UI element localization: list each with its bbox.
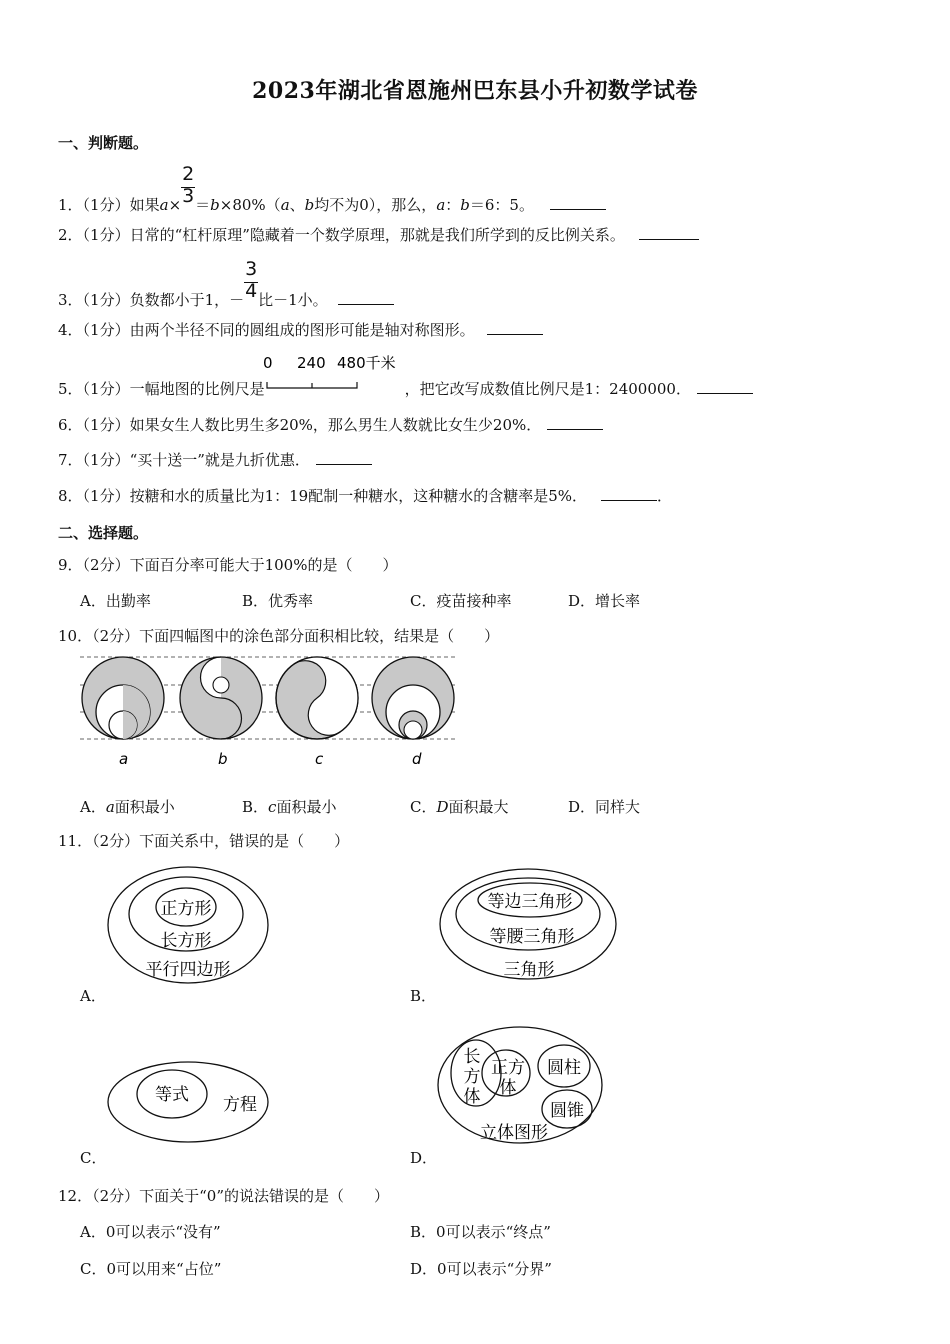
question-number: 4． (58, 321, 83, 339)
question-text: 如果女生人数比男生多20%，那么男生人数就比女生少20%． (129, 416, 542, 434)
option-a[interactable]: A．0可以表示“没有” (80, 1223, 221, 1241)
venn-diagram-d[interactable] (432, 1018, 612, 1150)
option-text: 面积最小 (276, 798, 337, 816)
section-heading-judgment: 一、判断题。 (58, 134, 149, 152)
figure-label-b: b (218, 750, 228, 768)
option-letter: C． (410, 798, 437, 816)
circle-figure-a (82, 657, 164, 739)
question-text: 均不为0），那么， (314, 196, 437, 214)
question-text: 负数都小于1，－ (129, 291, 245, 309)
venn-label-cone: 圆锥 (550, 1101, 584, 1121)
option-d[interactable]: D．同样大 (568, 798, 641, 816)
fraction-denominator: 3 (182, 185, 195, 207)
venn-label-inner: 等边三角形 (487, 892, 573, 912)
option-b[interactable]: B．优秀率 (242, 592, 314, 610)
question-score: （1分） (82, 196, 130, 214)
question-1 (58, 163, 606, 215)
fraction (244, 258, 258, 305)
circle-figure-c (276, 650, 374, 743)
circle-figure-d (372, 657, 454, 739)
fraction-denominator: 4 (245, 280, 258, 302)
question-3 (58, 258, 394, 310)
scale-label-0: 0 (262, 354, 273, 372)
question-number: 5． (58, 380, 83, 398)
question-text: 下面百分率可能大于100%的是（ ） (129, 556, 398, 574)
answer-blank[interactable] (550, 195, 606, 210)
question-10 (58, 626, 499, 646)
question-number: 2． (58, 226, 83, 244)
question-6 (58, 415, 603, 435)
option-letter: B． (242, 798, 269, 816)
variable-b: b (210, 196, 220, 214)
option-c[interactable] (410, 796, 509, 817)
question-text: ． (657, 487, 673, 505)
answer-blank[interactable] (338, 290, 394, 305)
venn-label-cuboid-3: 体 (463, 1087, 481, 1107)
question-text: 下面关系中，错误的是（ ） (139, 832, 350, 850)
page-title: 2023年湖北省恩施州巴东县小升初数学试卷 (252, 78, 698, 104)
variable-b: b (460, 196, 470, 214)
question-number: 6． (58, 416, 83, 434)
venn-label-inner: 正方形 (160, 899, 212, 919)
figure-label-a: a (119, 750, 129, 768)
venn-label-middle: 等腰三角形 (489, 927, 575, 947)
question-number: 8． (58, 487, 83, 505)
fraction-numerator: 3 (245, 258, 258, 280)
question-number: 7． (58, 451, 83, 469)
question-score: （2分） (92, 1187, 140, 1205)
question-text: 按糖和水的质量比为1：19配制一种糖水，这种糖水的含糖率是5%． (129, 487, 588, 505)
question-11 (58, 831, 349, 851)
question-score: （1分） (82, 487, 130, 505)
question-score: （1分） (82, 380, 130, 398)
scale-bar-graphic (262, 352, 417, 394)
venn-label-middle: 长方形 (160, 931, 212, 951)
answer-blank[interactable] (547, 415, 603, 430)
question-number: 1． (58, 196, 83, 214)
question-number: 12． (58, 1187, 93, 1205)
question-text: 如果 (129, 196, 160, 214)
question-text: “买十送一”就是九折优惠． (129, 451, 310, 469)
question-text: 比－1小。 (258, 291, 328, 309)
venn-label-outer: 立体图形 (480, 1123, 548, 1143)
venn-label-outer: 平行四边形 (145, 960, 231, 980)
option-b[interactable]: B．0可以表示“终点” (410, 1223, 551, 1241)
question-2 (58, 225, 699, 245)
shaded-circles-figure (70, 650, 470, 775)
option-a[interactable]: A．出勤率 (80, 592, 151, 610)
option-c[interactable]: C．疫苗接种率 (410, 592, 512, 610)
option-text: 面积最大 (448, 798, 509, 816)
question-text: 一幅地图的比例尺是 (129, 380, 265, 398)
answer-blank[interactable] (316, 450, 372, 465)
variable-b: b (304, 196, 315, 214)
question-9 (58, 555, 397, 575)
venn-label-outer: 方程 (223, 1095, 257, 1115)
scale-label-240: 240 (296, 354, 326, 372)
question-text: ，把它改写成数值比例尺是1：2400000． (404, 380, 691, 398)
option-a[interactable] (80, 796, 175, 817)
option-variable: D (436, 798, 449, 816)
question-score: （2分） (92, 832, 140, 850)
question-score: （1分） (82, 416, 130, 434)
question-score: （1分） (82, 321, 130, 339)
scale-bar (262, 354, 405, 394)
question-number: 9． (58, 556, 83, 574)
question-text: 下面四幅图中的涂色部分面积相比较，结果是（ ） (139, 627, 500, 645)
fraction-numerator: 2 (182, 163, 195, 185)
variable-a: a (436, 196, 446, 214)
variable-a: a (159, 196, 169, 214)
venn-label-cube-1: 正方 (491, 1058, 525, 1078)
question-score: （2分） (92, 627, 140, 645)
venn-diagram-c[interactable] (100, 1050, 280, 1150)
answer-blank[interactable] (639, 225, 699, 240)
option-c[interactable]: C．0可以用来“占位” (80, 1260, 222, 1278)
scale-label-480: 480千米 (336, 354, 396, 372)
option-variable: c (268, 798, 277, 816)
question-text: ×80%（ (219, 196, 281, 214)
section-heading-choice: 二、选择题。 (58, 524, 149, 542)
question-text: 日常的“杠杆原理”隐藏着一个数学原理，那就是我们所学到的反比例关系。 (129, 226, 625, 244)
option-b-label[interactable]: B． (410, 987, 437, 1005)
option-b[interactable] (242, 796, 336, 817)
equals-sign: ＝ (195, 196, 211, 214)
question-score: （2分） (82, 556, 130, 574)
question-number: 10． (58, 627, 93, 645)
option-letter: A． (80, 798, 106, 816)
option-a-label[interactable]: A． (80, 987, 106, 1005)
figure-label-c: c (315, 750, 324, 768)
question-7 (58, 450, 372, 470)
fraction (181, 163, 195, 210)
venn-label-inner: 等式 (155, 1085, 189, 1105)
option-variable: a (105, 798, 115, 816)
question-number: 3． (58, 291, 83, 309)
option-d[interactable]: D．0可以表示“分界” (410, 1260, 552, 1278)
answer-blank[interactable] (487, 320, 543, 335)
option-d[interactable]: D．增长率 (568, 592, 641, 610)
question-text: ： (445, 196, 461, 214)
venn-label-cylinder: 圆柱 (547, 1058, 581, 1078)
venn-label-cube-2: 体 (499, 1078, 517, 1098)
question-8 (58, 486, 672, 506)
question-12 (58, 1186, 389, 1206)
figure-label-d: d (412, 750, 422, 768)
venn-label-cuboid-1: 长 (463, 1047, 481, 1067)
question-text: 下面关于“0”的说法错误的是（ ） (139, 1187, 390, 1205)
option-text: 面积最小 (114, 798, 175, 816)
answer-blank[interactable] (697, 379, 753, 394)
answer-blank[interactable] (601, 486, 657, 501)
question-text: 、 (289, 196, 305, 214)
option-c-label[interactable]: C． (80, 1149, 107, 1167)
venn-diagram-a[interactable] (100, 862, 280, 992)
question-number: 11． (58, 832, 93, 850)
question-score: （1分） (82, 451, 130, 469)
option-d-label[interactable]: D． (410, 1149, 438, 1167)
venn-label-outer: 三角形 (503, 960, 555, 980)
question-score: （1分） (82, 226, 130, 244)
question-score: （1分） (82, 291, 130, 309)
question-4 (58, 320, 543, 340)
question-5 (58, 354, 753, 399)
circle-figure-b (180, 657, 262, 739)
venn-label-cuboid-2: 方 (463, 1067, 481, 1087)
variable-a: a (280, 196, 290, 214)
question-text: 由两个半径不同的圆组成的图形可能是轴对称图形。 (129, 321, 475, 339)
venn-diagram-b[interactable] (432, 862, 622, 992)
question-text: ＝6：5。 (469, 196, 534, 214)
times-sign: × (168, 196, 182, 214)
scale-bar-line (267, 382, 357, 388)
